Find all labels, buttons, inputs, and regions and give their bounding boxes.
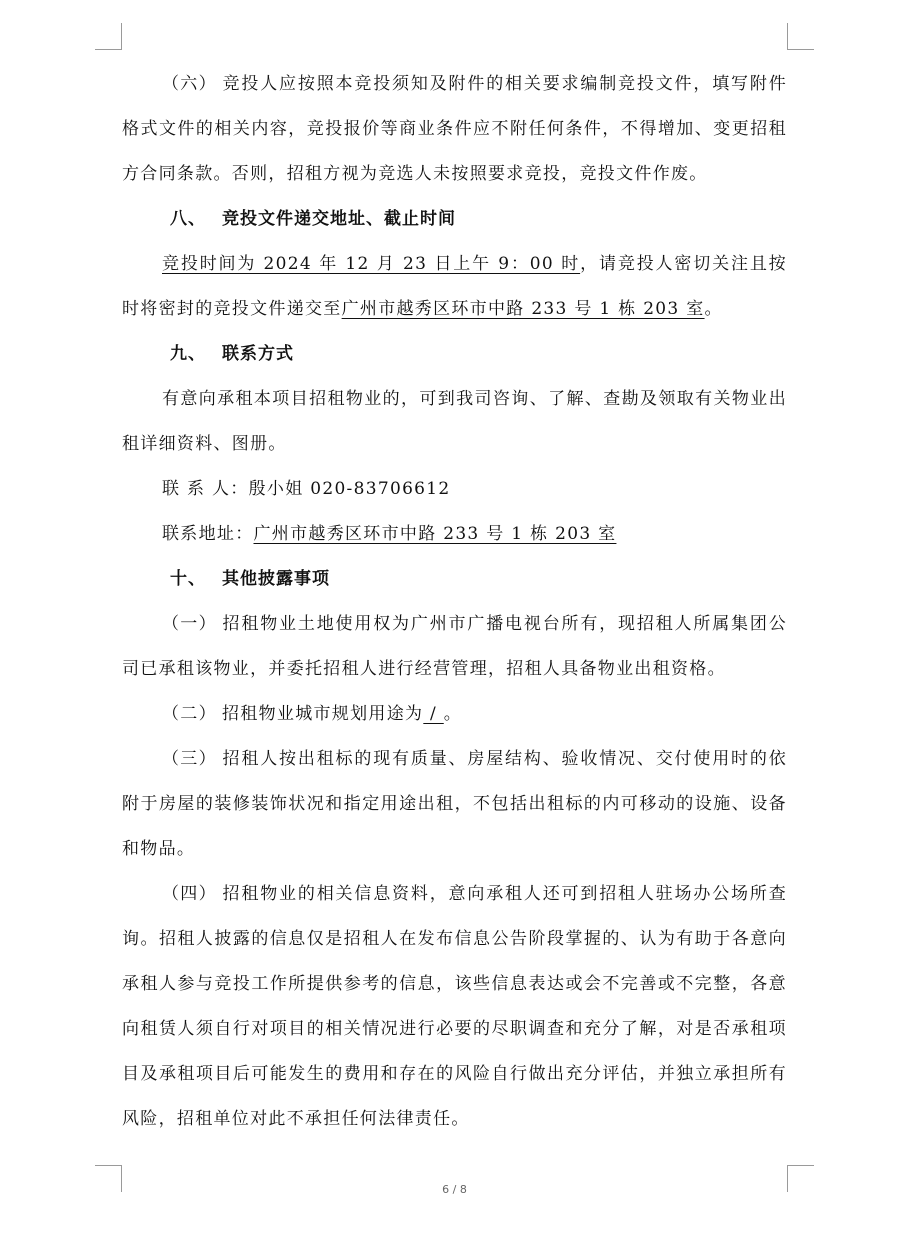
paragraph-submission — [122, 242, 787, 332]
item-number: （四） — [162, 884, 217, 904]
paragraph-item-2 — [122, 692, 787, 737]
heading-title: 其他披露事项 — [222, 569, 330, 589]
contact-person: 联 系 人：殷小姐 020-83706612 — [162, 479, 451, 499]
item-number: （六） — [162, 74, 217, 94]
paragraph-end: 。 — [443, 704, 463, 724]
contact-address-value: 广州市越秀区环市中路 233 号 1 栋 203 室 — [253, 524, 617, 544]
paragraph-item-3 — [122, 737, 787, 872]
paragraph-item-6 — [122, 62, 787, 197]
section-heading-8 — [122, 197, 787, 242]
paragraph-text: 招租物业土地使用权为广州市广播电视台所有，现招租人所属集团公司已承租该物业，并委托招租人进行经营管理，招租人具备物业出租资格。 — [122, 614, 787, 679]
planned-use-value: / — [423, 704, 444, 724]
paragraph-end: 。 — [704, 299, 723, 319]
paragraph-contact-intro: 有意向承租本项目招租物业的，可到我司咨询、了解、查勘及领取有关物业出租详细资料、图册。 — [122, 389, 787, 454]
heading-number: 十、 — [170, 569, 206, 589]
deadline-text: 竞投时间为 2024 年 12 月 23 日上午 9：00 时 — [162, 254, 581, 274]
item-number: （三） — [162, 749, 217, 769]
paragraph-text: 招租人按出租标的现有质量、房屋结构、验收情况、交付使用时的依附于房屋的装修装饰状况和指定用途出租，不包括出租标的内可移动的设施、设备和物品。 — [122, 749, 787, 859]
paragraph-item-1 — [122, 602, 787, 692]
section-heading-10 — [122, 557, 787, 602]
heading-number: 九、 — [170, 344, 206, 364]
paragraph-text: 竞投人应按照本竞投须知及附件的相关要求编制竞投文件，填写附件格式文件的相关内容，竞投报价等商业条件应不附任何条件，不得增加、变更招租方合同条款。否则，招租方视为竞选人未按照要求竞投，竞投文件作废。 — [122, 74, 787, 184]
paragraph-text: ，请竞投人密切关注且按时将密封的竞投文件递交至 — [122, 254, 787, 319]
document-body — [122, 62, 787, 1142]
item-number: （二） — [162, 704, 217, 724]
submission-address: 广州市越秀区环市中路 233 号 1 栋 203 室 — [341, 299, 705, 319]
contact-address — [122, 512, 787, 557]
page-number: 6 / 8 — [442, 1183, 467, 1196]
paragraph-item-4 — [122, 872, 787, 1142]
heading-number: 八、 — [170, 209, 206, 229]
crop-mark-top-left — [95, 23, 122, 50]
heading-title: 联系方式 — [222, 344, 294, 364]
section-heading-9 — [122, 332, 787, 377]
item-number: （一） — [162, 614, 217, 634]
paragraph-text: 招租物业的相关信息资料，意向承租人还可到招租人驻场办公场所查询。招租人披露的信息仅是招租人在发布信息公告阶段掌握的、认为有助于各意向承租人参与竞投工作所提供参考的信息，该些信息表达或会不完善或不完整，各意向租赁人须自行对项目的相关情况进行必要的尽职调查和充分了解，对是否承租项目及承租项目后可能发生的费用和存在的风险自行做出充分评估，并独立承担所有风险，招租单位对此不承担任何法律责任。 — [122, 884, 787, 1129]
crop-mark-top-right — [787, 23, 814, 50]
paragraph-text: 招租物业城市规划用途为 — [222, 704, 424, 724]
contact-address-label: 联系地址： — [162, 524, 254, 544]
heading-title: 竞投文件递交地址、截止时间 — [222, 209, 456, 229]
